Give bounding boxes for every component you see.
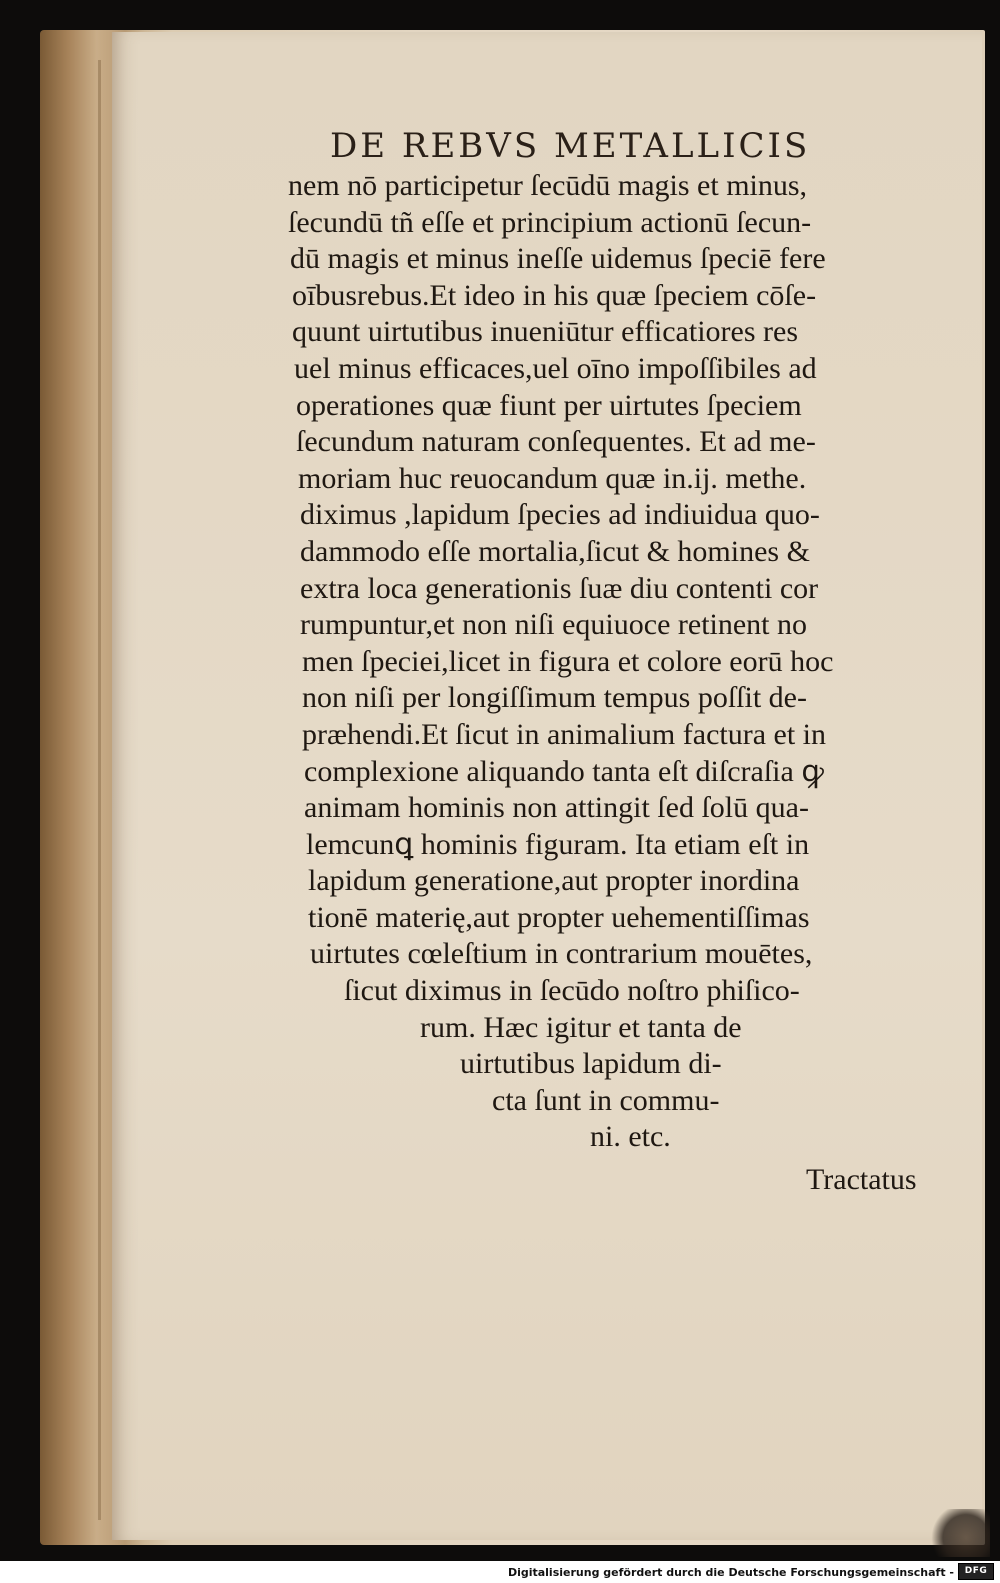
text-line: cta ſunt in commu- xyxy=(492,1083,720,1117)
text-line: non niſi per longiſſimum tempus poſſit de- xyxy=(302,681,807,715)
text-line: rum. Hæc igitur et tanta de xyxy=(420,1010,742,1044)
body-text xyxy=(288,168,948,1156)
text-line: moriam huc reuocandum quæ in.ij. methe. xyxy=(298,461,807,495)
text-line: men ſpeciei,licet in figura et colore eorū hoc xyxy=(302,644,834,678)
text-line: diximus ,lapidum ſpecies ad indiuidua quo- xyxy=(300,498,820,532)
text-line: uirtutibus lapidum di- xyxy=(460,1047,722,1081)
text-line: quunt uirtutibus inueniūtur efficatiores res xyxy=(292,315,799,349)
text-line: ſecundum naturam conſequentes. Et ad me- xyxy=(296,425,816,459)
text-line: animam hominis non attingit ſed ſolū qua- xyxy=(304,791,809,825)
text-line: nem nō participetur ſecūdū magis et minus, xyxy=(288,169,808,202)
text-line: ſecundū tñ eſſe et principium actionū ſecun- xyxy=(288,205,812,239)
text-line: oībusrebus.Et ideo in his quæ ſpeciem cōſe- xyxy=(292,278,817,312)
text-line: extra loca generationis ſuæ diu contenti cor xyxy=(300,571,819,605)
gutter-shadow xyxy=(98,60,101,1520)
text-line: uirtutes cœleſtium in contrarium mouētes, xyxy=(310,937,813,971)
catchword: Tractatus xyxy=(806,1163,917,1196)
text-line: præhendi.Et ſicut in animalium factura et in xyxy=(302,717,827,751)
text-line: lapidum generatione,aut propter inordina xyxy=(308,864,800,898)
text-line: rumpuntur,et non niſi equiuoce retinent no xyxy=(300,608,808,642)
footer-bar xyxy=(0,1561,1000,1583)
text-line: tionē materię,aut propter uehementiſſimas xyxy=(308,900,810,934)
text-line: lemcunꝗ hominis figuram. Ita etiam eſt in xyxy=(306,827,810,861)
funding-credit: Digitalisierung gefördert durch die Deutsche Forschungsgemeinschaft - xyxy=(507,1566,954,1579)
text-line: complexione aliquando tanta eſt diſcraſia ꝙ xyxy=(304,754,824,788)
running-head: DE REBVS METALLICIS xyxy=(330,126,811,166)
text-line: ni. etc. xyxy=(590,1120,671,1154)
text-line: dammodo eſſe mortalia,ſicut & homines & xyxy=(300,534,810,568)
dfg-logo: DFG xyxy=(958,1563,994,1580)
text-line: operationes quæ fiunt per uirtutes ſpeciem xyxy=(296,388,802,422)
page-stain xyxy=(930,1509,990,1557)
text-line: dū magis et minus ineſſe uidemus ſpeciē fere xyxy=(290,242,826,276)
text-line: ſicut diximus in ſecūdo noſtro phiſico- xyxy=(344,974,800,1008)
text-line: uel minus efficaces,uel oīno impoſſibiles ad xyxy=(294,351,817,385)
